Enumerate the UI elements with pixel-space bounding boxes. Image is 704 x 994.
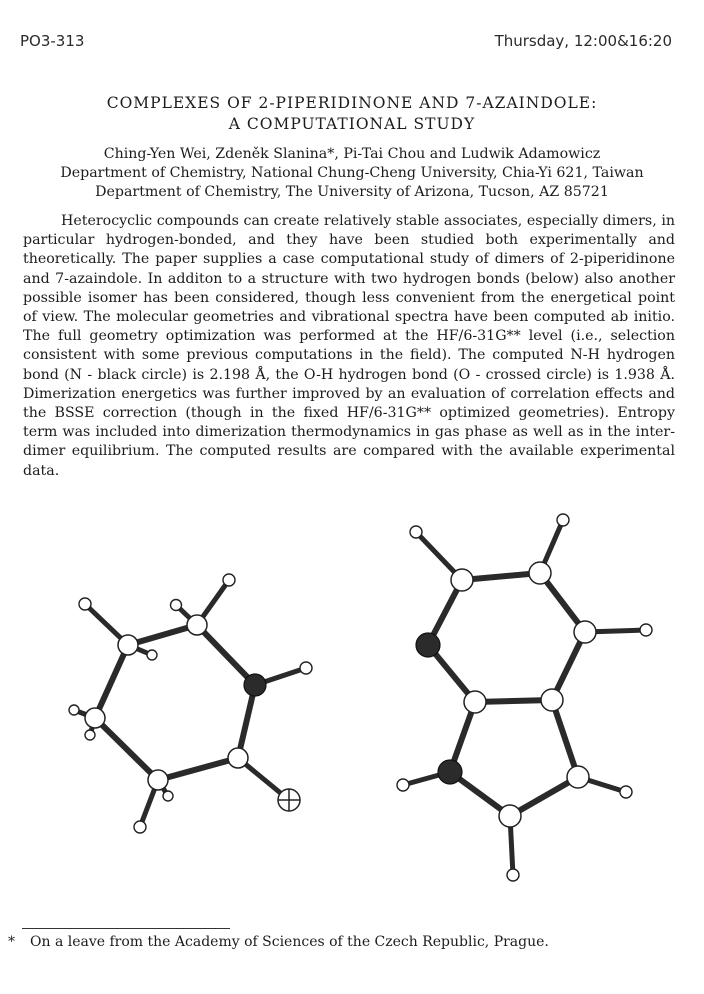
- affiliation-2: Department of Chemistry, The University of Arizona, Tucson, AZ 85721: [95, 184, 609, 200]
- authors: Ching-Yen Wei, Zdeněk Slanina*, Pi-Tai Chou and Ludwik Adamowicz: [103, 146, 601, 162]
- session-time: Thursday, 12:00&16:20: [494, 32, 672, 50]
- footnote-mark: *: [8, 934, 15, 950]
- piperidinone-molecule: [69, 574, 312, 833]
- title-line-2: A COMPUTATIONAL STUDY: [228, 115, 476, 133]
- title-line-1: COMPLEXES OF 2-PIPERIDINONE AND 7-AZAINDOLE:: [106, 94, 598, 112]
- dimer-structure-figure: [0, 500, 704, 900]
- affiliation-1: Department of Chemistry, National Chung-Cheng University, Chia-Yi 621, Taiwan: [60, 165, 644, 181]
- azaindole-molecule: [397, 514, 652, 881]
- footnote-text: On a leave from the Academy of Sciences of the Czech Republic, Prague.: [30, 934, 549, 950]
- paper-code: PO3-313: [20, 32, 85, 50]
- footnote-rule: [22, 928, 230, 929]
- footnote: [8, 934, 549, 950]
- abstract-text: Heterocyclic compounds can create relatively stable associates, especially dimers, in particular hydrogen-bonded, and they have been studied both experimentally and theoretically. The paper supplies a case computational study of dimers of 2-piperidinone and 7-azaindole. In additon to a structure with two hydrogen bonds (below) also another possible isomer has been considered, though less convenient from the energetical point of view. The molecular geometries and vibrational spectra have been computed ab initio. The full geometry optimization was performed at the HF/6-31G** level (i.e., selection consistent with some previous computations in the field). The computed N-H hydrogen bond (N - black circle) is 2.198 Å, the O-H hydrogen bond (O - crossed circle) is 1.938 Å. Dimerization energetics was further improved by an evaluation of correlation effects and the BSSE correction (though in the fixed HF/6-31G** optimized geometries). Entropy term was included into dimerization thermodynamics in gas phase as well as in the inter-dimer equilibrium. The computed results are compared with the available experimental data.: [23, 213, 675, 479]
